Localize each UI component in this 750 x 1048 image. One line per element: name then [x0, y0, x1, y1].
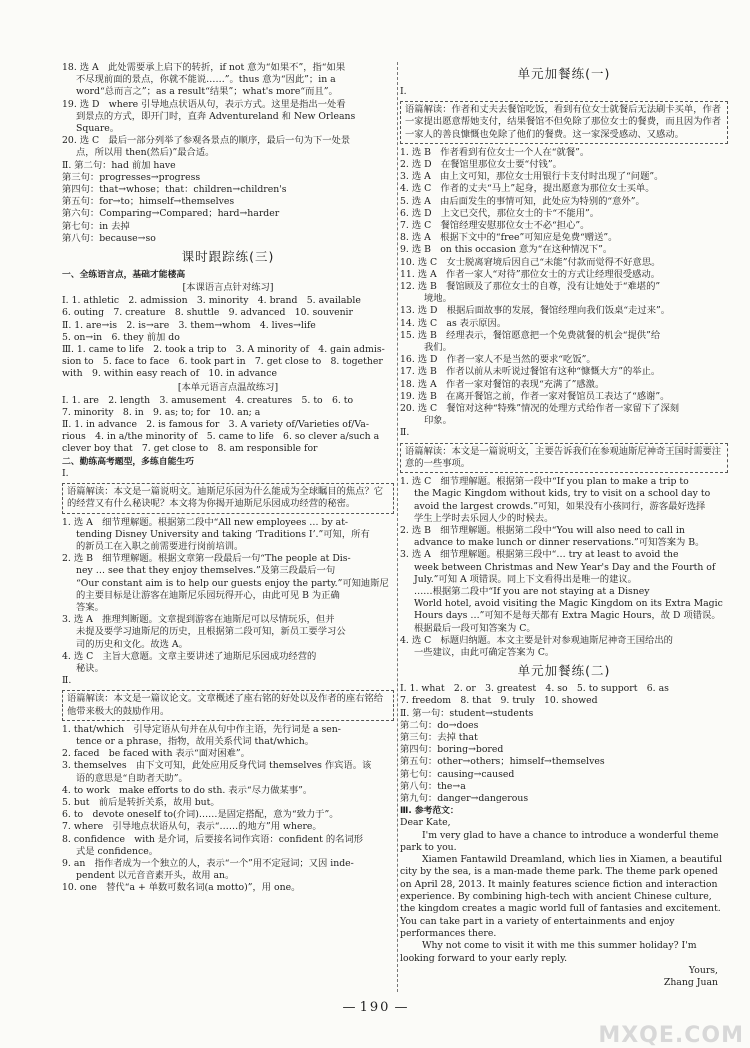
answer-line: 1. 选 C 细节理解题。根据第一段中“If you plan to make a trip to — [400, 476, 689, 488]
part-two-heading: 二、勤练高考题型，多练自能生巧 — [62, 456, 194, 467]
answer-line: 6. to devote oneself to(介词)……是固定搭配，意为“致力于”。 — [62, 809, 339, 821]
passage-note-box-3 — [400, 101, 728, 144]
watermark-logo: MXQE.COM — [598, 1022, 744, 1048]
answer-line: 的主要目标是让游客在迪斯尼乐园玩得开心，由此可见 B 为正确 — [76, 589, 340, 601]
answer-line: 2. 选 B 细节理解题。根据第二段中“You will also need to call in — [400, 524, 685, 536]
answer-line: 11. 选 A 作者一家人“对待”那位女士的方式让经理很受感动。 — [400, 268, 661, 280]
answers-block-3 — [62, 395, 394, 456]
answer-line: World hotel, avoid visiting the Magic Kingdom on its Extra Magic — [414, 598, 723, 610]
answer-line: 第八句：because→so — [62, 232, 156, 244]
answer-line: word“总而言之”；as a result“结果”；what's more“而且”。 — [76, 86, 338, 98]
answer-line: 印象。 — [424, 415, 452, 427]
letter-closing: Yours, — [688, 964, 718, 976]
answer-line: 第三句：去掉 that — [400, 731, 478, 743]
answer-line: Ⅱ. 1. in advance 2. is famous for 3. A variety of/Varieties of/Va- — [62, 419, 369, 431]
answer-line: 第四句：boring→bored — [400, 744, 504, 756]
answer-line: 第七句：in 去掉 — [62, 220, 130, 232]
section-roman-1: Ⅰ. — [62, 467, 69, 479]
answer-line: rious 4. in a/the minority of 5. came to life 6. so clever a/such a — [62, 431, 380, 443]
answers-block-6 — [400, 147, 728, 428]
passage-note-text: 语篇解读：作者和丈夫去餐馆吃饭，看到有位女士就餐后无法刷卡买单，作者一家提出愿意帮她支付，结果餐馆不但免除了那位女士的餐费，而且因为作者一家人的善良慷慨也免除了他们的餐费。这一家深受感动、又感动。 — [405, 104, 722, 140]
answer-line: Ⅰ. 1. what 2. or 3. greatest 4. so 5. to support 6. as — [400, 683, 669, 695]
answer-line: 4. 选 C 作者的丈夫“马上”起身，提出愿意为那位女士买单。 — [400, 183, 655, 195]
answer-line: 4. 选 C 主旨大意题。文章主要讲述了迪斯尼乐园成功经营的 — [62, 650, 317, 662]
answer-line: 7. where 引导地点状语从句，表示“……的地方”用 where。 — [62, 821, 322, 833]
answer-line: week between Christmas and New Year's Day and the Fourth of — [414, 561, 716, 573]
answer-line: tence or a phrase，指物，故用关系代词 that/which。 — [76, 735, 315, 747]
answer-line: advance to make lunch or dinner reservations.”可知答案为 B。 — [414, 537, 705, 549]
answer-line: Ⅲ. 参考范文： — [400, 806, 459, 817]
answer-line: 境地。 — [424, 293, 452, 305]
answer-line: 18. 选 A 作者一家对餐馆的表现“充满了”感激。 — [400, 378, 605, 390]
answer-line: 秘诀。 — [76, 662, 104, 674]
answer-line: 不尽现前面的景点，你就不能说……”。thus 意为“因此”；in a — [76, 74, 336, 86]
answer-line: 18. 选 A 此处需要承上启下的转折，if not 意为“如果不”，指“如果 — [62, 62, 346, 73]
answer-line: 第六句：Comparing→Compared；hard→harder — [62, 208, 280, 220]
answer-line: 4. to work make efforts to do sth. 表示“尽力做某事”。 — [62, 784, 313, 796]
answer-line: 9. 选 B on this occasion 意为“在这种情况下”。 — [400, 244, 613, 256]
answer-line: avoid the largest crowds.”可知，如果没有小孩同行，游客最好选择 — [414, 500, 706, 512]
answer-line: 19. 选 D where 引导地点状语从句，表示方式。这里是指出一处看 — [62, 98, 346, 110]
answer-line: 到景点的方式，即开门时，直奔 Adventureland 和 New Orleans — [76, 110, 356, 122]
answer-line: 12. 选 B 餐馆顾及了那位女士的自尊，没有让她处于“难堪的” — [400, 281, 661, 293]
answer-line: 14. 选 C as 表示原因。 — [400, 317, 507, 329]
answer-line: 8. 选 A 根据下文中的“free”可知应是免费“赠送”。 — [400, 232, 618, 244]
answer-line: 我们。 — [424, 342, 452, 354]
answer-line: 根据最后一段可知答案为 C。 — [414, 622, 536, 634]
answer-line: 19. 选 B 在离开餐馆之前，作者一家对餐馆员工表达了“感谢”。 — [400, 390, 670, 402]
answer-line: Ⅱ. 第二句：had 前加 have — [62, 159, 176, 171]
answer-line: 10. 选 C 女士脱离窘境后因自己“未能”付款而觉得不好意思。 — [400, 256, 661, 268]
letter-greeting: Dear Kate, — [400, 817, 451, 829]
answer-line: 点，所以用 then(然后)”最合适。 — [76, 147, 215, 159]
answer-line: 第五句：other→others；himself→themselves — [400, 756, 605, 768]
answer-line: tending Disney University and taking ‘Traditions Ⅰ’.”可知，所有 — [76, 528, 370, 540]
answer-line: 第四句：that→whose；that：children→children's — [62, 184, 287, 196]
passage-note-text: 语篇解读：本文是一篇说明文，主要告诉我们在参观迪斯尼神奇王国时需要注意的一些事项。 — [405, 445, 722, 469]
answer-line: 2. 选 D 在餐馆里那位女士要“付钱”。 — [400, 159, 562, 171]
answer-line: Ⅲ. 1. came to life 2. took a trip to 3. A minority of 4. gain admis- — [62, 344, 385, 356]
answer-line: 4. 选 C 标题归纳题。本文主要是针对参观迪斯尼神奇王国给出的 — [400, 634, 673, 646]
answer-line: 第九句：danger→dangerous — [400, 792, 529, 804]
answer-line: 1. 选 A 细节理解题。根据第二段中“All new employees … by at- — [62, 516, 349, 528]
answer-line: with 9. within easy reach of 10. in advance — [62, 368, 277, 380]
answer-line: 语的意思是“自助者天助”。 — [76, 772, 188, 784]
answer-line: Hours days …”可知不是每天都有 Extra Magic Hours，故 D 项错误。 — [414, 610, 721, 622]
answer-line: 5. on→in 6. they 前加 do — [62, 331, 180, 343]
answers-block-2 — [62, 295, 394, 380]
sample-letter — [400, 817, 728, 989]
passage-note-text: 语篇解读：本文是一篇说明文。迪斯尼乐园为什么能成为全球瞩目的焦点？它的经营又有什么秘诀呢？本文将为你揭开迪斯尼乐园成功经营的秘密。 — [67, 486, 384, 510]
answer-line: 1. that/which 引导定语从句并在从句中作主语，先行词是 a sen- — [62, 723, 341, 735]
answer-line: 3. 选 A 细节理解题。根据第三段中“… try at least to avoid the — [400, 549, 679, 561]
section-title-practice-3: 课时跟踪练(三) — [181, 249, 275, 265]
answer-line: 未提及要学习迪斯尼的历史，且根据第二段可知，新员工要学习公 — [76, 626, 346, 638]
answer-line: 1. 选 B 作者看到有位女士一个人在“就餐”。 — [400, 146, 590, 158]
answer-line: Ⅱ. 1. are→is 2. is→are 3. them→whom 4. lives→life — [62, 319, 316, 331]
answer-line: 答案。 — [76, 601, 104, 613]
answer-line: 的新员工在入职之前需要进行岗前培训。 — [76, 540, 244, 552]
answer-line: 7. freedom 8. that 9. truly 10. showed — [400, 695, 598, 707]
answer-line: 学生上学时去乐园人少的时候去。 — [414, 512, 554, 524]
answer-line: pendent 以元音音素开头，故用 an。 — [76, 870, 235, 882]
answer-line: 第三句：progresses→progress — [62, 171, 201, 183]
answers-block-5 — [62, 724, 394, 895]
answer-line: ney … see that they enjoy themselves.”及第三段最后一句 — [76, 565, 336, 577]
answer-line: 第八句：the→a — [400, 780, 466, 792]
answer-line: 7. 选 C 餐馆经理安慰那位女士不必“担心”。 — [400, 220, 590, 232]
answer-line: 16. 选 D 作者一家人不是当然的要求“吃饭”。 — [400, 354, 596, 366]
answer-line: ……根据第二段中“If you are not staying at a Disney — [414, 585, 650, 597]
answer-line: 一些建议，由此可确定答案为 C。 — [414, 646, 555, 658]
passage-note-box-2 — [62, 690, 394, 720]
letter-signature: Zhang Juan — [663, 977, 718, 989]
answer-line: 式是 confidence。 — [76, 845, 158, 857]
section-title-unit-2: 单元加餐练(二) — [517, 663, 611, 679]
column-divider — [397, 62, 398, 992]
passage-note-box-1 — [62, 483, 394, 513]
answer-line: 7. minority 8. in 9. as; to; for 10. an; a — [62, 406, 261, 418]
answer-line: the Magic Kingdom without kids, try to visit on a school day to — [414, 488, 711, 500]
answer-line: 20. 选 C 餐馆对这种“特殊”情况的处理方式给作者一家留下了深刻 — [400, 403, 680, 415]
passage-note-text: 语篇解读：本文是一篇议论文。文章概述了座右铭的好处以及作者的座右铭给他带来极大的鼓励作用。 — [67, 693, 384, 717]
answer-line: 第七句：causing→caused — [400, 768, 515, 780]
letter-paragraph: I'm very glad to have a chance to introduce a wonderful theme park to you. — [400, 829, 719, 853]
answer-line: Square。 — [76, 123, 120, 135]
answers-block-4 — [62, 517, 394, 676]
answer-line: 8. confidence with 是介词，后要接名词作宾语：confident 的名词形 — [62, 833, 364, 845]
answer-line: sion to 5. face to face 6. took part in 7. get close to 8. together — [62, 356, 383, 368]
answers-block-7 — [400, 476, 728, 659]
answers-block-8 — [400, 683, 728, 817]
part-one-heading: 一、全练语言点，基础才能楼高 — [62, 270, 186, 281]
subheading-unit-review: [本单元语言点温故练习] — [177, 381, 279, 393]
section-title-unit-1: 单元加餐练(一) — [517, 66, 611, 81]
passage-note-box-4 — [400, 443, 728, 473]
answer-line: Ⅱ. 第一句：student→students — [400, 707, 534, 719]
answer-line: “Our constant aim is to help our guests enjoy the party.”可知迪斯尼 — [76, 577, 389, 589]
answer-line: 5. but 前后是转折关系，故用 but。 — [62, 796, 220, 808]
page-number-value: 190 — [359, 1000, 391, 1015]
section-roman-3: Ⅰ. — [400, 86, 407, 97]
answer-line: 17. 选 B 作者以前从未听说过餐馆有这种“慷慨大方”的举止。 — [400, 366, 661, 378]
answer-line: 10. one 替代“a + 单数可数名词(a motto)”，用 one。 — [62, 882, 301, 894]
section-roman-2: Ⅱ. — [62, 675, 72, 687]
answer-line: clever boy that 7. get close to 8. am responsible for — [62, 443, 318, 455]
answer-line: Ⅰ. 1. athletic 2. admission 3. minority 4. brand 5. available — [62, 295, 361, 307]
answer-line: July.”可知 A 项错误。同上下文看得出是唯一的建议。 — [414, 573, 637, 585]
answer-line: 第二句：do→does — [400, 719, 479, 731]
answer-line: 9. an 指作者成为一个独立的人，表示“一个”用不定冠词；又因 inde- — [62, 857, 354, 869]
letter-paragraph: Xiamen Fantawild Dreamland, which lies in Xiamen, a beautiful city by the sea, is a man-made theme park. The theme park opened on April 28, 2013. It mainly features science fiction and interaction experience. By combining high-tech with ancient Chinese culture, the kingdom creates a magic world full of fantasies and excitement. You can take part in a variety of entertainments and enjoy performances there. — [400, 854, 723, 939]
answer-line: 3. 选 A 推理判断题。文章提到游客在迪斯尼可以尽情玩乐，但并 — [62, 614, 335, 626]
answer-line: 6. outing 7. creature 8. shuttle 9. advanced 10. souvenir — [62, 307, 353, 319]
answer-line: Ⅰ. 1. are 2. length 3. amusement 4. creatures 5. to 6. to — [62, 394, 354, 406]
left-column — [62, 62, 394, 895]
subheading-lesson-points: [本课语言点针对练习] — [182, 282, 274, 294]
answer-line: 2. 选 B 细节理解题。根据文章第一段最后一句“The people at Dis- — [62, 553, 351, 565]
answer-line: 司的历史和文化。故选 A。 — [76, 638, 188, 650]
right-column — [400, 62, 728, 989]
answer-line: 20. 选 C 最后一部分列举了参观各景点的顺序，最后一句为下一处景 — [62, 135, 351, 147]
section-roman-4: Ⅱ. — [400, 427, 410, 439]
answer-line: 3. 选 A 由上文可知，那位女士用银行卡支付时出现了“问题”。 — [400, 171, 664, 183]
answers-block-1 — [62, 62, 394, 245]
answer-line: 第五句：for→to；himself→themselves — [62, 196, 235, 208]
letter-paragraph: Why not come to visit it with me this summer holiday? I'm looking forward to your early reply. — [400, 940, 697, 964]
page-number: — 190 — — [342, 1000, 408, 1015]
answer-line: 15. 选 B 经理表示，餐馆愿意把一个免费就餐的机会“提供”给 — [400, 329, 661, 341]
answer-line: 2. faced be faced with 表示“面对困难”。 — [62, 748, 250, 760]
answer-line: 5. 选 A 由后面发生的事情可知，此处应为特别的“意外”。 — [400, 195, 645, 207]
answer-line: 3. themselves 由下文可知，此处应用反身代词 themselves 作宾语。该 — [62, 760, 372, 772]
answer-line: 6. 选 D 上文已交代，那位女士的卡“不能用”。 — [400, 207, 600, 219]
answer-line: 13. 选 D 根据后面故事的发展，餐馆经理向我们饭桌“走过来”。 — [400, 305, 671, 317]
